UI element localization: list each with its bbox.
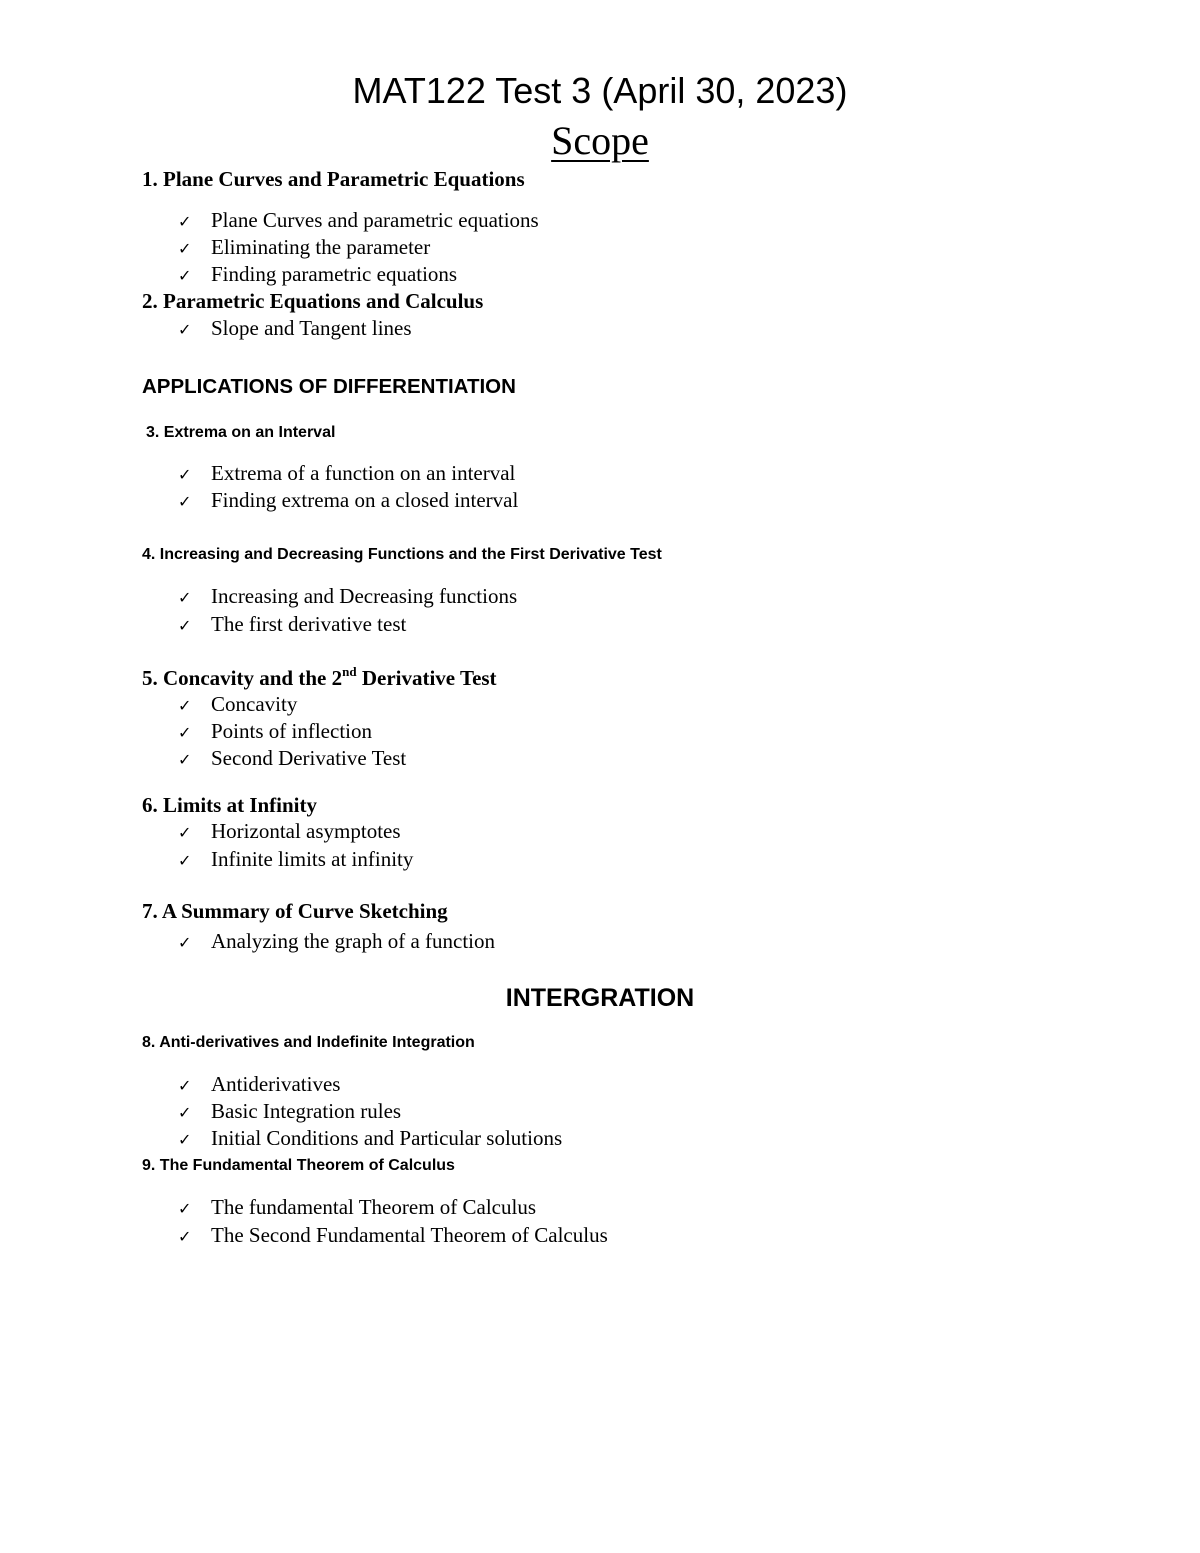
list-item-label: Extrema of a function on an interval — [211, 461, 516, 485]
list-item-label: Plane Curves and parametric equations — [211, 208, 539, 232]
list-item — [178, 1071, 340, 1098]
list-item-label: Initial Conditions and Particular solutions — [211, 1126, 563, 1150]
list-item — [178, 315, 412, 342]
check-icon: ✓ — [178, 212, 192, 231]
integration-heading: INTERGRATION — [505, 984, 695, 1012]
section-heading-3: 3. Extrema on an Interval — [146, 424, 336, 441]
list-item — [178, 928, 495, 955]
list-item — [178, 261, 457, 288]
list-item — [178, 846, 413, 873]
check-icon: ✓ — [178, 1076, 192, 1095]
list-item — [178, 234, 430, 261]
list-item — [178, 1194, 536, 1221]
section-heading-7: 7. A Summary of Curve Sketching — [142, 899, 448, 923]
list-item-label: Increasing and Decreasing functions — [211, 584, 518, 608]
list-item-label: Finding extrema on a closed interval — [211, 488, 519, 512]
check-icon: ✓ — [178, 851, 192, 870]
section-heading-5-pre: 5. Concavity and the 2 — [142, 666, 343, 690]
list-item — [178, 818, 401, 845]
list-item — [178, 745, 406, 772]
section-heading-5-post: Derivative Test — [356, 666, 497, 690]
check-icon: ✓ — [178, 823, 192, 842]
list-item-label: Concavity — [211, 692, 298, 716]
list-item-label: Points of inflection — [211, 719, 372, 743]
document-title: MAT122 Test 3 (April 30, 2023) — [352, 70, 848, 111]
list-item-label: Analyzing the graph of a function — [211, 929, 495, 953]
check-icon: ✓ — [178, 1227, 192, 1246]
list-item — [178, 1222, 608, 1249]
check-icon: ✓ — [178, 616, 192, 635]
check-icon: ✓ — [178, 933, 192, 952]
check-icon: ✓ — [178, 266, 192, 285]
list-item-label: Slope and Tangent lines — [211, 316, 412, 340]
document-subtitle — [0, 116, 1200, 166]
list-item-label: Horizontal asymptotes — [211, 819, 401, 843]
check-icon: ✓ — [178, 492, 192, 511]
list-item-label: Infinite limits at infinity — [211, 847, 414, 871]
list-item-label: The fundamental Theorem of Calculus — [211, 1195, 537, 1219]
list-item-label: Finding parametric equations — [211, 262, 458, 286]
check-icon: ✓ — [178, 465, 192, 484]
section-heading-6: 6. Limits at Infinity — [142, 793, 318, 817]
check-icon: ✓ — [178, 696, 192, 715]
section-heading-4: 4. Increasing and Decreasing Functions and the First Derivative Test — [142, 546, 662, 563]
list-item — [178, 718, 372, 745]
list-item — [178, 1125, 562, 1152]
check-icon: ✓ — [178, 750, 192, 769]
check-icon: ✓ — [178, 1199, 192, 1218]
list-item-label: The first derivative test — [211, 612, 407, 636]
section-heading-1: 1. Plane Curves and Parametric Equations — [142, 167, 525, 191]
check-icon: ✓ — [178, 1130, 192, 1149]
applications-heading: APPLICATIONS OF DIFFERENTIATION — [142, 375, 516, 398]
list-item — [178, 207, 539, 234]
section-heading-8: 8. Anti-derivatives and Indefinite Integration — [142, 1034, 475, 1051]
list-item-label: Second Derivative Test — [211, 746, 407, 770]
list-item-label: Basic Integration rules — [211, 1099, 402, 1123]
list-item — [178, 1098, 401, 1125]
list-item — [178, 611, 406, 638]
list-item-label: Antiderivatives — [211, 1072, 341, 1096]
subtitle-text: Scope — [551, 118, 649, 163]
list-item-label: The Second Fundamental Theorem of Calculus — [211, 1223, 608, 1247]
ordinal-superscript: nd — [342, 664, 357, 679]
list-item — [178, 583, 517, 610]
list-item-label: Eliminating the parameter — [211, 235, 431, 259]
list-item — [178, 691, 297, 718]
section-heading-9: 9. The Fundamental Theorem of Calculus — [142, 1157, 455, 1174]
list-item — [178, 487, 518, 514]
section-heading-2: 2. Parametric Equations and Calculus — [142, 289, 484, 313]
check-icon: ✓ — [178, 239, 192, 258]
check-icon: ✓ — [178, 1103, 192, 1122]
check-icon: ✓ — [178, 588, 192, 607]
check-icon: ✓ — [178, 723, 192, 742]
list-item — [178, 460, 515, 487]
check-icon: ✓ — [178, 320, 192, 339]
section-heading-5 — [142, 665, 497, 691]
